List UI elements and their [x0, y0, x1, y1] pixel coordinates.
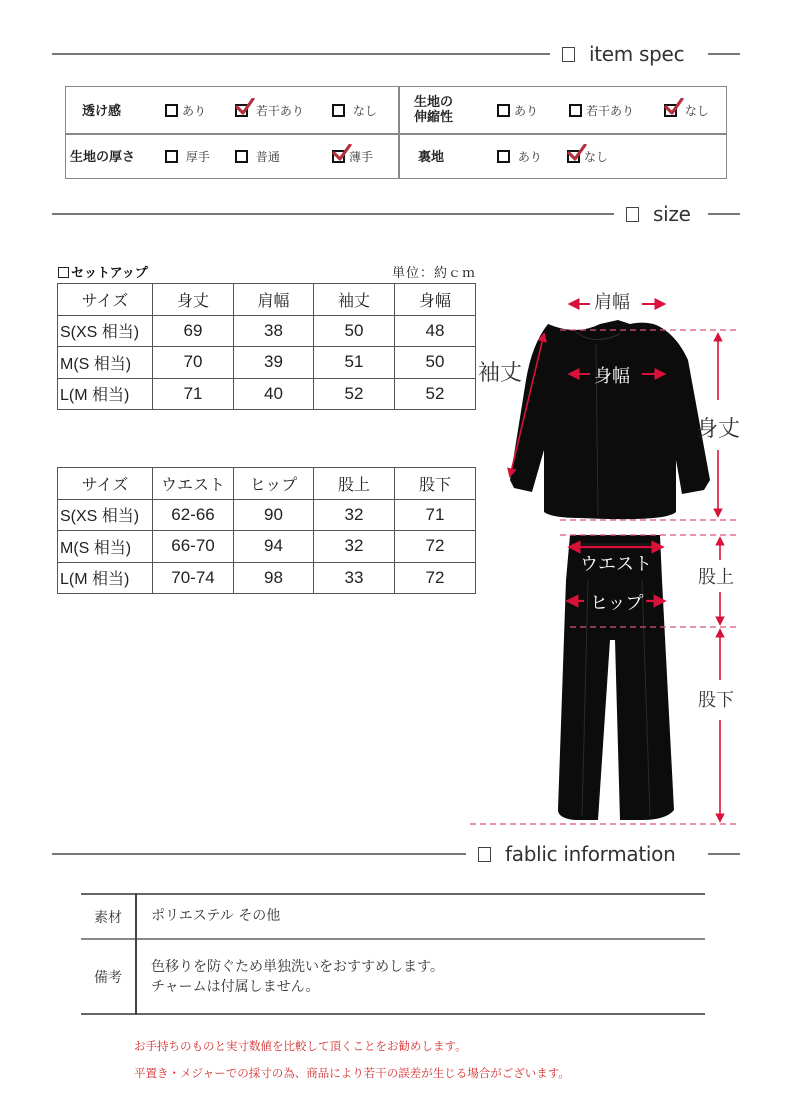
option-label: なし: [584, 150, 609, 164]
size-cell: S(XS 相当): [58, 315, 153, 347]
value-cell: 50: [395, 347, 476, 379]
checkmark-icon: [567, 144, 587, 162]
spec-label-stretch: [414, 95, 453, 125]
disclaimer-line: お手持ちのものと実寸数値を比較して頂くことをお勧めします。: [134, 1039, 467, 1053]
option-label: あり: [182, 104, 207, 118]
divider: [52, 213, 614, 215]
spec-option[interactable]: [165, 104, 206, 118]
option-label: なし: [352, 104, 377, 118]
spec-option[interactable]: [332, 104, 377, 118]
option-label: 若干あり: [586, 104, 635, 118]
option-label: 薄手: [349, 150, 374, 164]
size-table-bottom: [57, 467, 476, 594]
column-header: 身丈: [153, 284, 234, 316]
table-row: [58, 531, 476, 563]
divider: [66, 133, 726, 135]
table-row: [58, 378, 476, 410]
section-header-fabric: [52, 842, 740, 866]
value-cell: 52: [395, 378, 476, 410]
column-header: 身幅: [395, 284, 476, 316]
column-header: 袖丈: [314, 284, 395, 316]
column-header: ウエスト: [153, 468, 234, 500]
column-header: サイズ: [58, 284, 153, 316]
divider: [81, 893, 705, 895]
divider: [52, 853, 466, 855]
value-cell: 69: [153, 315, 234, 347]
remarks-line: チャームは付属しません。: [151, 979, 320, 995]
square-icon: [562, 47, 575, 62]
size-cell: L(M 相当): [58, 562, 153, 594]
section-title: [626, 202, 691, 226]
divider: [135, 893, 137, 1015]
label-line: 生地の: [414, 95, 454, 110]
value-cell: 70: [153, 347, 234, 379]
unit-label: 単位：約ｃｍ: [391, 266, 476, 281]
label-sleeve-length: 袖丈: [478, 361, 523, 386]
checkbox[interactable]: [332, 104, 345, 117]
label-rise: 股上: [698, 567, 734, 588]
label-line: 伸縮性: [414, 110, 454, 125]
spec-option[interactable]: [664, 104, 709, 118]
value-cell: 98: [234, 562, 314, 594]
checkbox-checked[interactable]: [664, 104, 677, 117]
column-header: 股上: [314, 468, 395, 500]
option-label: あり: [514, 104, 539, 118]
divider: [708, 213, 740, 215]
option-label: 厚手: [185, 150, 210, 164]
section-title: [562, 42, 684, 66]
label-waist: ウエスト: [580, 554, 652, 575]
column-header: 股下: [395, 468, 476, 500]
checkbox[interactable]: [569, 104, 582, 117]
setup-label-text: セットアップ: [71, 266, 148, 281]
label-body-length: 身丈: [696, 417, 741, 442]
remarks-value: [151, 957, 444, 997]
option-label: 普通: [255, 150, 280, 164]
checkbox[interactable]: [497, 150, 510, 163]
material-value: ポリエステル その他: [151, 908, 281, 924]
option-label: なし: [684, 104, 709, 118]
value-cell: 70-74: [153, 562, 234, 594]
spec-option[interactable]: [235, 150, 280, 164]
size-cell: M(S 相当): [58, 347, 153, 379]
option-label: 若干あり: [255, 104, 304, 118]
setup-label: [58, 262, 148, 281]
size-table-caption: [58, 262, 476, 280]
checkmark-icon: [235, 98, 255, 116]
checkbox-checked[interactable]: [567, 150, 580, 163]
spec-label-transparency: 透け感: [82, 104, 122, 119]
divider: [81, 938, 705, 940]
section-header-item-spec: [52, 42, 740, 66]
spec-option[interactable]: [497, 104, 538, 118]
value-cell: 71: [153, 378, 234, 410]
value-cell: 32: [314, 499, 395, 531]
value-cell: 38: [234, 315, 314, 347]
fabric-info-table: [81, 893, 705, 1015]
square-icon: [626, 207, 639, 222]
section-title-text: item spec: [589, 42, 685, 66]
value-cell: 72: [395, 562, 476, 594]
divider: [52, 53, 550, 55]
measurement-diagram: [470, 280, 780, 830]
label-chest-width: 身幅: [594, 366, 630, 387]
divider: [81, 1013, 705, 1015]
section-title-text: fablic information: [505, 842, 676, 866]
label-shoulder-width: 肩幅: [594, 292, 630, 313]
label-hip: ヒップ: [590, 593, 644, 614]
column-header: 肩幅: [234, 284, 314, 316]
disclaimer-notes: [134, 1033, 570, 1087]
size-cell: L(M 相当): [58, 378, 153, 410]
spec-option[interactable]: [332, 150, 373, 164]
checkbox[interactable]: [165, 150, 178, 163]
checkbox-checked[interactable]: [235, 104, 248, 117]
item-spec-table: [65, 86, 727, 179]
checkmark-icon: [664, 98, 684, 116]
value-cell: 51: [314, 347, 395, 379]
square-icon: [478, 847, 491, 862]
size-cell: S(XS 相当): [58, 499, 153, 531]
material-label: 素材: [94, 910, 122, 926]
value-cell: 32: [314, 531, 395, 563]
section-header-size: [52, 202, 740, 226]
spec-label-lining: 裏地: [418, 150, 445, 165]
value-cell: 94: [234, 531, 314, 563]
section-title-text: size: [653, 202, 691, 226]
column-header: サイズ: [58, 468, 153, 500]
value-cell: 40: [234, 378, 314, 410]
table-header-row: [58, 468, 476, 500]
divider: [708, 53, 740, 55]
value-cell: 71: [395, 499, 476, 531]
value-cell: 72: [395, 531, 476, 563]
option-label: あり: [517, 150, 542, 164]
checkbox-checked[interactable]: [332, 150, 345, 163]
label-inseam: 股下: [698, 690, 734, 711]
spec-option[interactable]: [235, 104, 304, 118]
value-cell: 62-66: [153, 499, 234, 531]
checkbox[interactable]: [235, 150, 248, 163]
value-cell: 48: [395, 315, 476, 347]
table-row: [58, 347, 476, 379]
spec-option[interactable]: [165, 150, 210, 164]
divider: [708, 853, 740, 855]
table-header-row: [58, 284, 476, 316]
size-cell: M(S 相当): [58, 531, 153, 563]
spec-option[interactable]: [569, 104, 634, 118]
value-cell: 66-70: [153, 531, 234, 563]
checkbox[interactable]: [497, 104, 510, 117]
value-cell: 50: [314, 315, 395, 347]
spec-option[interactable]: [567, 150, 608, 164]
divider: [398, 87, 400, 178]
value-cell: 39: [234, 347, 314, 379]
checkmark-icon: [332, 144, 352, 162]
spec-option[interactable]: [497, 150, 542, 164]
square-icon: [58, 267, 69, 278]
table-row: [58, 499, 476, 531]
table-row: [58, 562, 476, 594]
section-title: [478, 842, 676, 866]
checkbox[interactable]: [165, 104, 178, 117]
column-header: ヒップ: [234, 468, 314, 500]
disclaimer-line: 平置き・メジャーでの採寸の為、商品により若干の誤差が生じる場合がございます。: [134, 1066, 570, 1080]
size-table-top: [57, 283, 476, 410]
remarks-label: 備考: [94, 970, 122, 986]
value-cell: 52: [314, 378, 395, 410]
remarks-line: 色移りを防ぐため単独洗いをおすすめします。: [151, 959, 445, 975]
value-cell: 90: [234, 499, 314, 531]
table-row: [58, 315, 476, 347]
spec-label-thickness: 生地の厚さ: [70, 150, 136, 165]
value-cell: 33: [314, 562, 395, 594]
